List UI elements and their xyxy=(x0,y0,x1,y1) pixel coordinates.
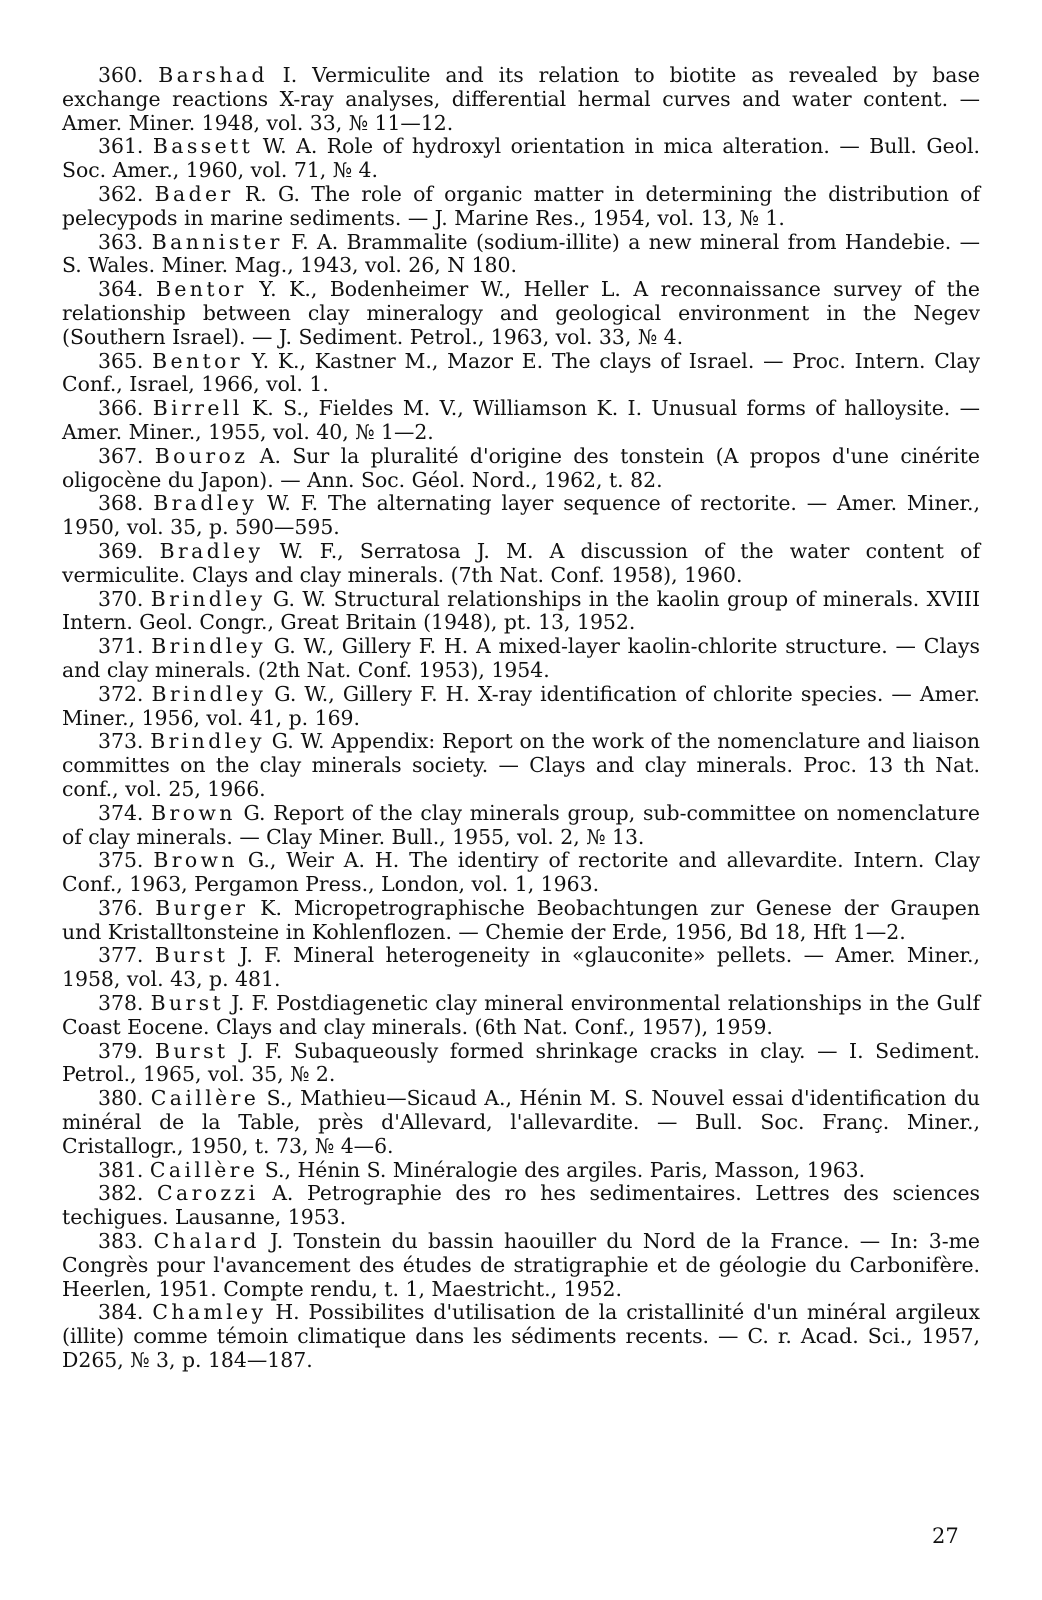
entry-author: Burst xyxy=(155,1038,229,1063)
reference-entry xyxy=(62,683,980,731)
entry-author: Burst xyxy=(154,943,229,968)
entry-text: I. Vermiculite and its relation to biotite as revealed by base exchange reactions X-ray analyses, differential hermal curves and water content. — Amer. Miner. 1948, vol. 33, № 11—12. xyxy=(62,63,980,135)
entry-text: G., Weir A. H. The identiry of rectorite and allevardite. Intern. Clay Conf., 1963, Pergamon Press., London, vol. 1, 1963. xyxy=(62,848,981,897)
entry-author: Burst xyxy=(150,991,225,1016)
entry-number: 360. xyxy=(98,63,144,87)
entry-number: 379. xyxy=(98,1038,144,1063)
entry-text: K. Micropetrographische Beobachtungen zur Genese der Graupen und Kristalltonsteine in Kohlenflozen. — Chemie der Erde, 1956, Bd 18, Hft 1—2. xyxy=(62,895,980,944)
entry-author: Brindley xyxy=(151,634,266,659)
entry-text: G. W. Appendix: Report on the work of the nomenclature and liaison committes on the clay minerals society. — Clays and clay minerals. Proc. 13 th Nat. conf., vol. 25, 1966. xyxy=(62,729,980,801)
entry-number: 368. xyxy=(98,491,144,516)
reference-entry xyxy=(62,397,980,445)
reference-entry xyxy=(62,350,980,398)
reference-entry xyxy=(62,1087,980,1158)
entry-text: S., Mathieu—Sicaud A., Hénin M. S. Nouvel essai d'identification du minéral de la Table, près d'Allevard, l'allevardite. — Bull. Soc. Franç. Miner., Cristallogr., 1950, t. 73, № 4—6. xyxy=(62,1086,981,1158)
entry-author: Brown xyxy=(151,800,236,825)
entry-number: 383. xyxy=(98,1229,144,1254)
entry-number: 374. xyxy=(98,800,144,825)
reference-entry xyxy=(62,445,980,493)
reference-entry xyxy=(62,588,980,636)
entry-author: Bentor xyxy=(152,348,243,373)
reference-entry xyxy=(62,730,980,801)
entry-text: F. A. Brammalite (sodium-illite) a new mineral from Handebie. — S. Wales. Miner. Mag., 1943, vol. 26, N 180. xyxy=(62,229,980,278)
entry-text: J. F. Subaqueously formed shrinkage cracks in clay. — I. Sediment. Petrol., 1965, vol. 35, № 2. xyxy=(62,1038,981,1087)
entry-text: H. Possibilites d'utilisation de la cristallinité d'un minéral argileux (illite) comme témoin climatique dans les sédiments recents. — C. r. Acad. Sci., 1957, D265, № 3, p. 184—187. xyxy=(62,1300,980,1373)
reference-entry xyxy=(62,278,980,349)
entry-text: A. Sur la pluralité d'origine des tonstein (A propos d'une cinérite oligocène du Japon). — Ann. Soc. Géol. Nord., 1962, t. 82. xyxy=(62,443,980,492)
entry-author: Carozzi xyxy=(157,1181,259,1206)
reference-entry xyxy=(62,635,980,683)
entry-author: Bradley xyxy=(159,538,264,563)
entry-number: 381. xyxy=(98,1157,144,1182)
page-number: 27 xyxy=(932,1524,959,1548)
reference-entry xyxy=(62,64,980,135)
reference-entry xyxy=(62,492,980,540)
entry-number: 370. xyxy=(98,586,144,611)
entry-number: 366. xyxy=(98,396,144,421)
entry-text: G. W., Gillery F. H. A mixed-layer kaolin-chlorite structure. — Clays and clay minerals. (2th Nat. Conf. 1953), 1954. xyxy=(62,634,981,682)
reference-entry xyxy=(62,897,980,945)
reference-entry xyxy=(62,1301,980,1372)
entry-number: 373. xyxy=(98,729,144,754)
entry-text: R. G. The role of organic matter in determining the distribution of pelecypods in marine sediments. — J. Marine Res., 1954, vol. 13, № 1. xyxy=(62,181,980,230)
reference-entry xyxy=(62,231,980,279)
entry-text: Y. K., Kastner M., Mazor E. The clays of Israel. — Proc. Intern. Clay Conf., Israel, 1966, vol. 1. xyxy=(62,348,980,397)
entry-text: J. Tonstein du bassin haouiller du Nord de la France. — In: 3-me Congrès pour l'avancement des études de stratigraphie et de géologie du Carbonifère. Heerlen, 1951. Compte rendu, t. 1, Maestricht., 1952. xyxy=(62,1229,980,1301)
entry-author: Bradley xyxy=(153,491,258,516)
entry-text: J. F. Mineral heterogeneity in «glauconite» pellets. — Amer. Miner., 1958, vol. 43, p. 481. xyxy=(62,943,980,992)
entry-text: W. F. The alternating layer sequence of rectorite. — Amer. Miner., 1950, vol. 35, p. 590—595. xyxy=(62,491,980,540)
entry-text: G. W. Structural relationships in the kaolin group of minerals. XVIII Intern. Geol. Congr., Great Britain (1948), pt. 13, 1952. xyxy=(62,586,980,635)
entry-author: Bouroz xyxy=(154,443,249,468)
entry-number: 364. xyxy=(98,277,144,302)
entry-number: 380. xyxy=(98,1086,144,1111)
reference-entry xyxy=(62,135,980,183)
entry-number: 384. xyxy=(98,1300,144,1325)
reference-entry xyxy=(62,1040,980,1088)
entry-text: A. Petrographie des ro hes sedimentaires. Lettres des sciences techigues. Lausanne, 1953. xyxy=(62,1181,980,1230)
entry-author: Brindley xyxy=(150,729,265,754)
entry-author: Brown xyxy=(153,848,238,873)
entry-number: 363. xyxy=(98,229,144,254)
entry-author: Birrell xyxy=(152,396,243,421)
reference-entry xyxy=(62,1230,980,1301)
entry-number: 365. xyxy=(98,348,144,373)
entry-author: Brindley xyxy=(151,681,267,706)
entry-number: 372. xyxy=(98,681,144,706)
entry-author: Bannister xyxy=(151,229,283,254)
entry-author: Bentor xyxy=(155,277,247,302)
entry-author: Bader xyxy=(154,181,234,206)
entry-number: 362. xyxy=(98,181,144,206)
reference-entry xyxy=(62,540,980,588)
entry-number: 369. xyxy=(98,538,144,563)
entry-text: Y. K., Bodenheimer W., Heller L. A reconnaissance survey of the relationship between clay mineralogy and geological environment in the Negev (Southern Israel). — J. Sediment. Petrol., 1963, vol. 33, № 4. xyxy=(62,277,981,349)
entry-number: 371. xyxy=(98,634,144,659)
reference-entry xyxy=(62,1159,980,1183)
entry-number: 382. xyxy=(98,1181,144,1206)
entry-author: Brindley xyxy=(150,586,266,611)
reference-entry xyxy=(62,944,980,992)
reference-entry xyxy=(62,802,980,850)
entry-text: K. S., Fieldes M. V., Williamson K. I. Unusual forms of halloysite. — Amer. Miner., 1955, vol. 40, № 1—2. xyxy=(62,396,980,444)
entry-text: G. Report of the clay minerals group, sub-committee on nomenclature of clay minerals. — Clay Miner. Bull., 1955, vol. 2, № 13. xyxy=(62,800,980,849)
reference-entry xyxy=(62,183,980,231)
reference-list xyxy=(62,64,980,1373)
entry-text: W. F., Serratosa J. M. A discussion of the water content of vermiculite. Clays and clay minerals. (7th Nat. Conf. 1958), 1960. xyxy=(62,538,981,587)
entry-number: 377. xyxy=(98,943,144,968)
entry-author: Chamley xyxy=(152,1300,267,1325)
reference-entry xyxy=(62,849,980,897)
entry-text: S., Hénin S. Minéralogie des argiles. Paris, Masson, 1963. xyxy=(258,1157,866,1182)
entry-author: Barshad xyxy=(158,63,268,87)
entry-number: 361. xyxy=(98,134,144,159)
entry-author: Caillère xyxy=(149,1157,259,1182)
reference-entry xyxy=(62,1182,980,1230)
entry-text: G. W., Gillery F. H. X-ray identification of chlorite species. — Amer. Miner., 1956, vol. 41, p. 169. xyxy=(62,681,980,730)
entry-author: Bassett xyxy=(152,134,254,159)
entry-author: Caillère xyxy=(150,1086,260,1111)
entry-text: J. F. Postdiagenetic clay mineral environmental relationships in the Gulf Coast Eocene. Clays and clay minerals. (6th Nat. Conf., 1957), 1959. xyxy=(62,991,981,1039)
entry-number: 375. xyxy=(98,848,144,873)
entry-author: Burger xyxy=(155,895,249,920)
entry-number: 378. xyxy=(98,991,144,1016)
entry-number: 376. xyxy=(98,895,144,920)
entry-author: Chalard xyxy=(153,1229,260,1254)
entry-text: W. A. Role of hydroxyl orientation in mica alteration. — Bull. Geol. Soc. Amer., 1960, vol. 71, № 4. xyxy=(62,134,980,183)
entry-number: 367. xyxy=(98,443,144,468)
reference-entry xyxy=(62,992,980,1040)
